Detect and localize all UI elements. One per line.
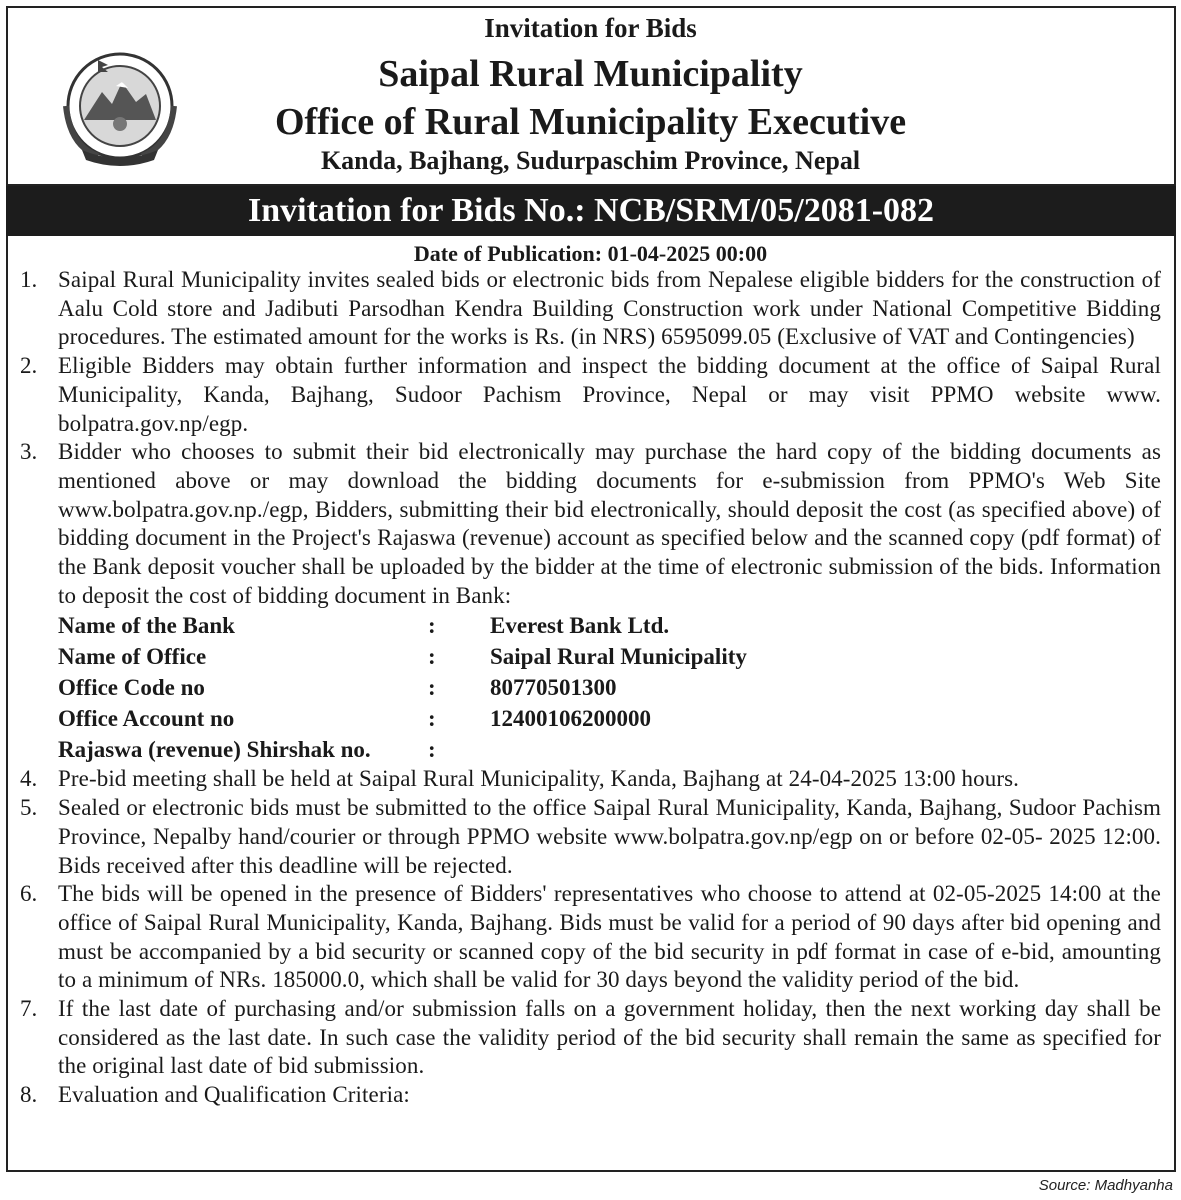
clause-number: 7.: [20, 996, 38, 1022]
clause-5: [0, 794, 1181, 880]
clause-4: [0, 765, 1181, 794]
clause-6: [0, 880, 1181, 995]
bank-row: [58, 610, 1161, 641]
bank-row: [58, 734, 1161, 765]
clause-2: [0, 352, 1181, 438]
bid-number-banner: Invitation for Bids No.: NCB/SRM/05/2081-082: [6, 186, 1176, 236]
bank-details-table: [58, 610, 1161, 765]
bank-row: [58, 672, 1161, 703]
clause-8: [0, 1081, 1181, 1110]
clause-text: Sealed or electronic bids must be submitted to the office Saipal Rural Municipality, Kanda, Bajhang, Sudoor Pachism Province, Nepalby hand/courier or through PPMO website www.bolpatra.gov.np/egp on or before 02-05- 2025 12:00. Bids received after this deadline will be rejected.: [58, 795, 1161, 878]
office-address: Kanda, Bajhang, Sudurpaschim Province, Nepal: [320, 146, 861, 175]
bank-label: Office Account no: [58, 706, 235, 732]
bank-colon: :: [428, 613, 436, 639]
publication-date: Date of Publication: 01-04-2025 00:00: [413, 241, 768, 266]
clause-text: Evaluation and Qualification Criteria:: [58, 1082, 410, 1108]
bank-label: Office Code no: [58, 675, 205, 701]
clause-3: [0, 438, 1181, 765]
clause-7: [0, 995, 1181, 1081]
clause-number: 8.: [20, 1082, 38, 1108]
bank-colon: :: [428, 737, 436, 763]
clause-text: The bids will be opened in the presence of Bidders' representatives who choose to attend at 02-05-2025 14:00 at the office of Saipal Rural Municipality, Kanda, Bajhang. Bids must be valid for a period of 90 days after bid opening and must be accompanied by a bid security or scanned copy of the bid security in pdf format in case of e-bid, amounting to a minimum of NRs. 185000.0, which shall be valid for 30 days beyond the validity period of the bid.: [58, 881, 1161, 993]
clause-text: Saipal Rural Municipality invites sealed bids or electronic bids from Nepalese eligible bidders for the construction of Aalu Cold store and Jadibuti Parsodhan Kendra Building Construction work under National Competitive Bidding procedures. The estimated amount for the works is Rs. (in NRS) 6595099.05 (Exclusive of VAT and Contingencies): [58, 267, 1161, 350]
bank-label: Name of Office: [58, 644, 207, 670]
clause-number: 4.: [20, 766, 38, 792]
clause-text: Eligible Bidders may obtain further information and inspect the bidding document at the office of Saipal Rural Municipality, Kanda, Bajhang, Sudoor Pachism Province, Nepal or may visit PPMO website www. bolpatra.gov.np/egp.: [58, 353, 1161, 436]
bank-row: [58, 641, 1161, 672]
clause-text: Bidder who chooses to submit their bid electronically may purchase the hard copy of the bidding documents as mentioned above or may download the bidding documents for e-submission from PPMO's Web Site www.bolpatra.gov.np./egp, Bidders, submitting their bid electronically, should deposit the cost (as specified above) of bidding document in the Project's Rajaswa (revenue) account as specified below and the scanned copy (pdf format) of the Bank deposit voucher shall be uploaded by the bidder at the time of electronic submission of the bids. Information to deposit the cost of bidding document in Bank:: [58, 439, 1161, 608]
clause-number: 1.: [20, 267, 38, 292]
bank-row: [58, 703, 1161, 734]
bank-label: Name of the Bank: [58, 613, 235, 639]
clause-1: [0, 266, 1181, 352]
source-credit: Source: Madhyanha: [1038, 1177, 1173, 1194]
clause-list: [0, 266, 1181, 1110]
clause-number: 3.: [20, 439, 38, 465]
clause-number: 6.: [20, 881, 38, 907]
bank-value: 12400106200000: [490, 706, 651, 732]
bank-label: Rajaswa (revenue) Shirshak no.: [58, 737, 371, 763]
office-name: Office of Rural Municipality Executive: [274, 101, 907, 143]
clause-number: 2.: [20, 353, 38, 379]
bank-value: 80770501300: [490, 675, 617, 701]
clause-text: Pre-bid meeting shall be held at Saipal Rural Municipality, Kanda, Bajhang at 24-04-2025 13:00 hours.: [58, 766, 1019, 792]
bank-colon: :: [428, 675, 436, 701]
bank-value: Everest Bank Ltd.: [490, 613, 670, 639]
bank-colon: :: [428, 706, 436, 732]
bank-colon: :: [428, 644, 436, 670]
bank-value: Saipal Rural Municipality: [490, 644, 747, 670]
clause-number: 5.: [20, 795, 38, 821]
organization-name: Saipal Rural Municipality: [378, 53, 803, 95]
notice-title: Invitation for Bids: [484, 13, 697, 43]
clause-text: If the last date of purchasing and/or submission falls on a government holiday, then the next working day shall be considered as the last date. In such case the validity period of the bid security shall remain the same as specified for the original last date of bid submission.: [58, 996, 1161, 1079]
